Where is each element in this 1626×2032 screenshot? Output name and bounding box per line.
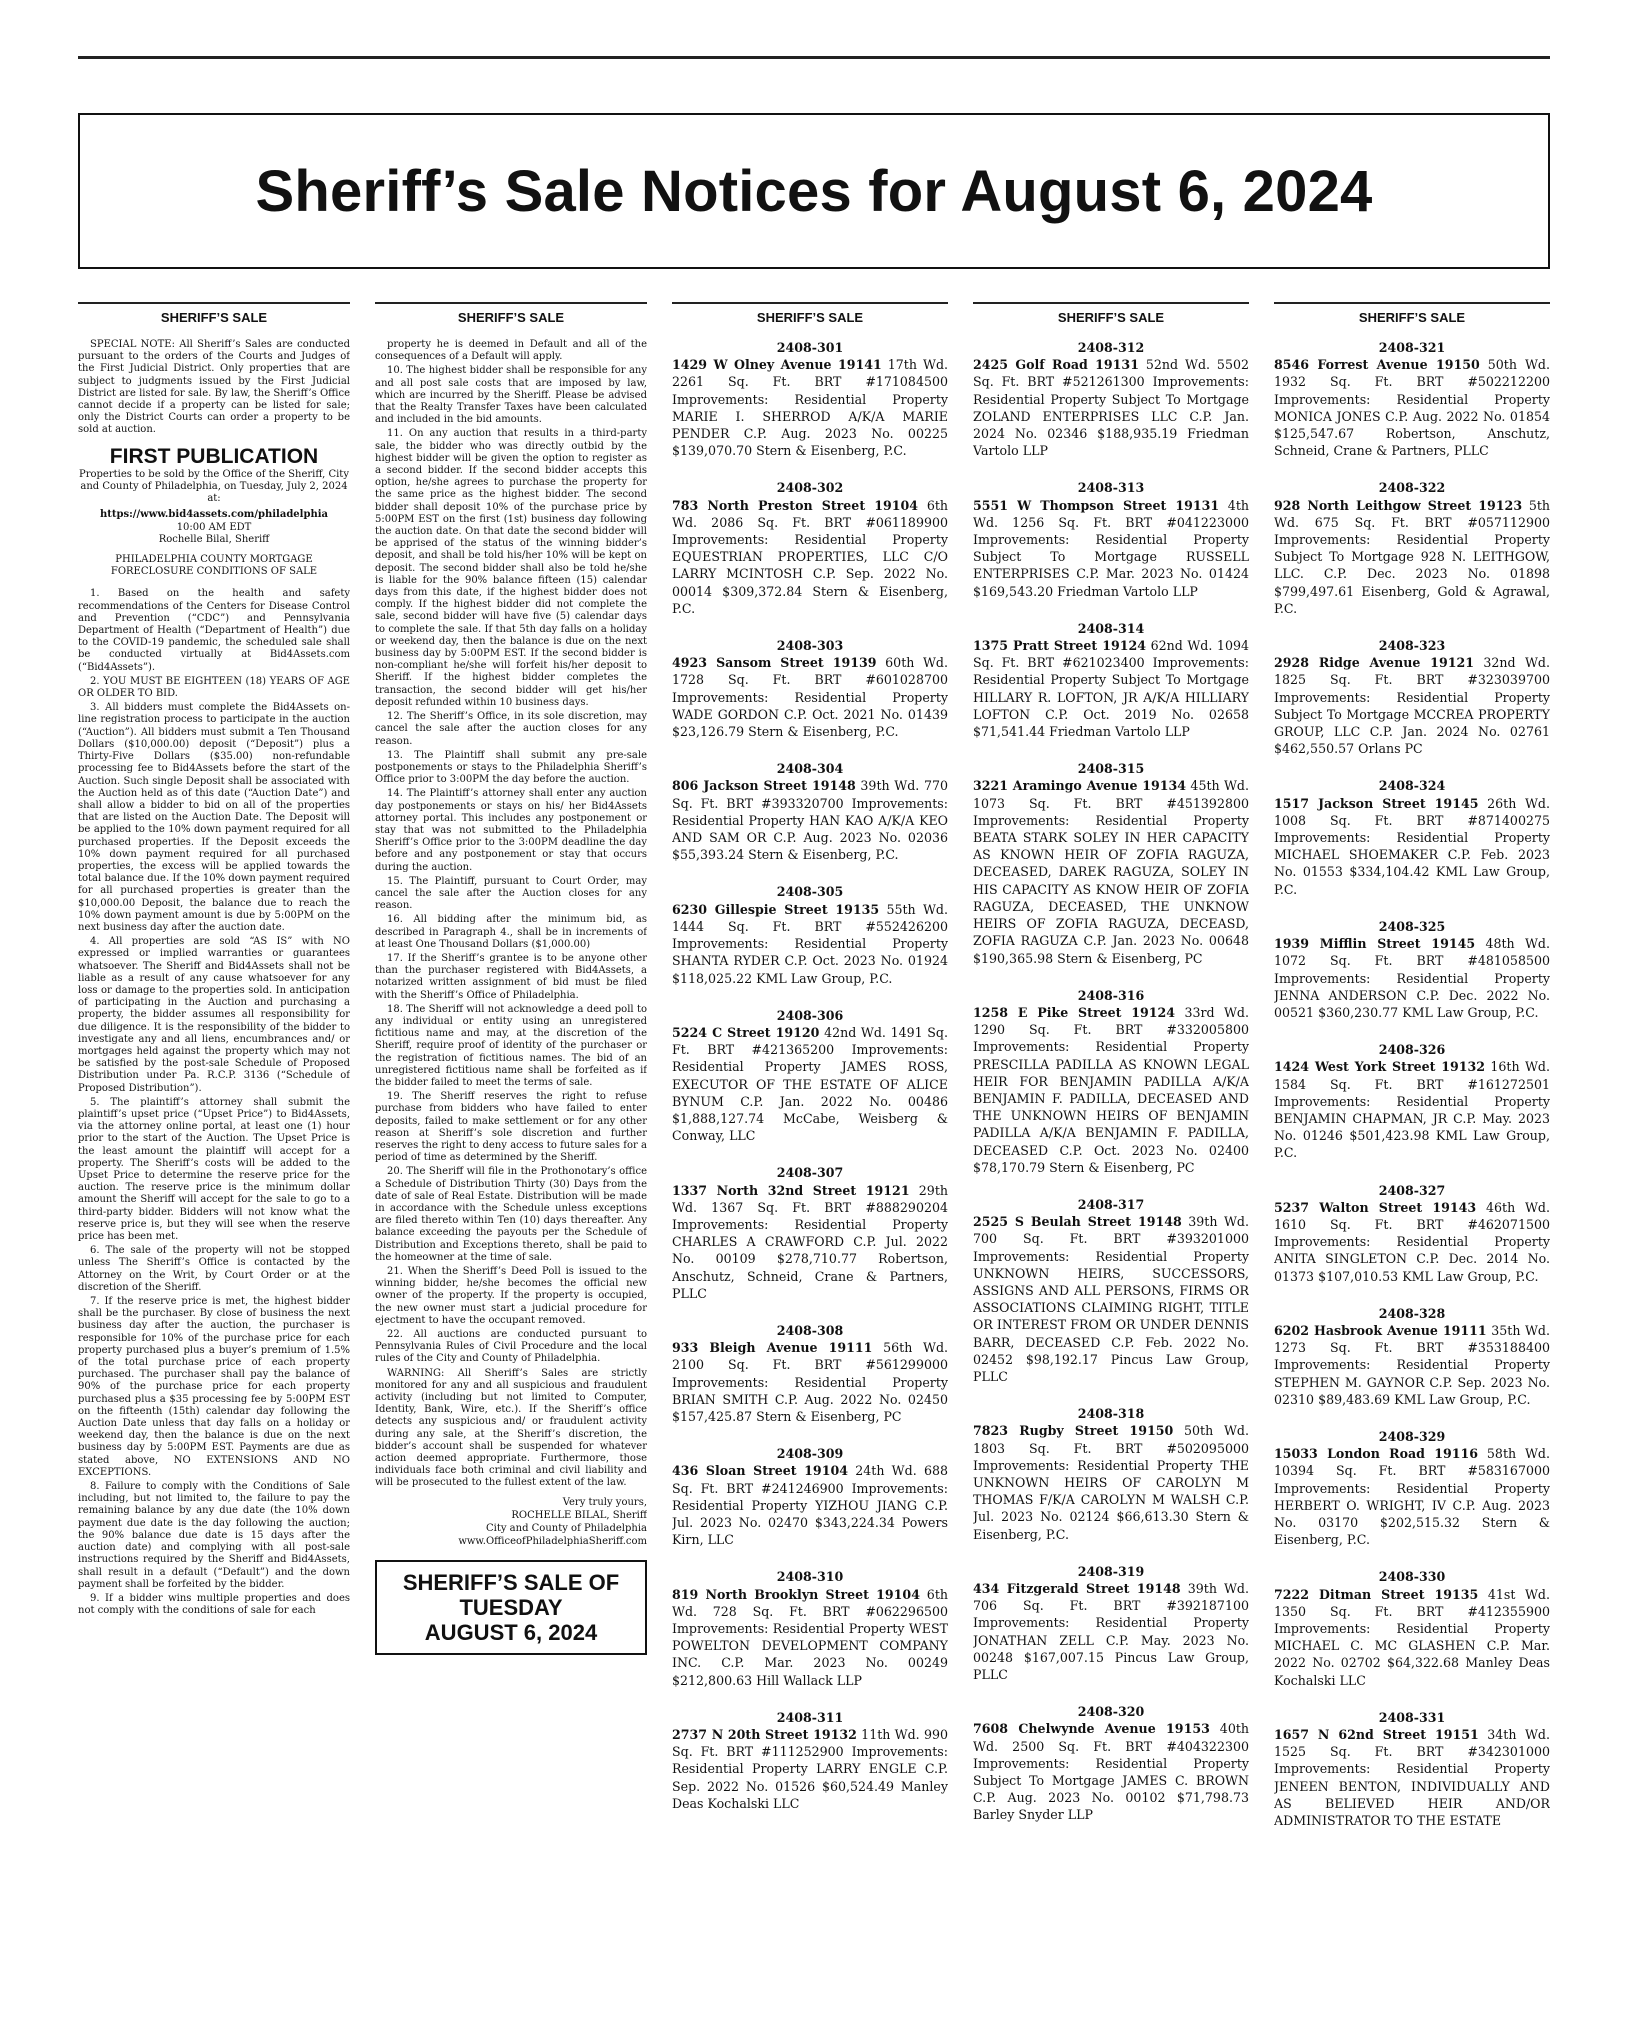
property-address: 7823 Rugby Street 19150 xyxy=(973,1423,1174,1439)
sale-notice xyxy=(672,1322,948,1425)
conditions-title: PHILADELPHIA COUNTY MORTGAGE FORECLOSURE CONDITIONS OF SALE xyxy=(110,554,318,578)
sign-line: www.OfficeofPhiladelphiaSheriff.com xyxy=(458,1535,647,1547)
property-address: 1424 West York Street 19132 xyxy=(1274,1059,1486,1075)
sale-notice xyxy=(1274,1305,1550,1408)
property-address: 783 North Preston Street 19104 xyxy=(672,497,919,513)
notice-number: 2408-303 xyxy=(776,638,844,654)
notice-body xyxy=(973,637,1249,740)
column-1 xyxy=(78,302,350,2014)
notice-body xyxy=(672,654,948,740)
sale-time: 10:00 AM EDT xyxy=(176,521,252,533)
notice-details: 56th Wd. 2100 Sq. Ft. BRT #561299000 Improvements: Residential Property BRIAN SMITH C.P. Aug. 2022 No. 02450 $157,425.87 Stern & Eisenberg, PC xyxy=(672,1340,948,1424)
column-4 xyxy=(973,302,1249,2014)
property-address: 2425 Golf Road 19131 xyxy=(973,357,1139,373)
column-header: SHERIFF’S SALE xyxy=(672,302,948,325)
property-address: 819 North Brooklyn Street 19104 xyxy=(672,1586,920,1602)
notice-number: 2408-308 xyxy=(776,1322,844,1338)
notice-body xyxy=(973,1422,1249,1542)
sale-notice xyxy=(672,1709,948,1812)
notice-number: 2408-321 xyxy=(1378,340,1446,355)
notice-number: 2408-326 xyxy=(1378,1042,1446,1058)
property-address: 1939 Mifflin Street 19145 xyxy=(1274,936,1476,952)
notice-body xyxy=(1274,935,1550,1021)
notice-number: 2408-304 xyxy=(776,761,844,777)
notice-details: 39th Wd. 770 Sq. Ft. BRT #393320700 Improvements: Residential Property HAN KAO A/K/A KEO AND SAM OR C.P. Aug. 2023 No. 02036 $55,393.24 Stern & Eisenberg, P.C. xyxy=(672,778,948,863)
sale-date-line: SHERIFF’S SALE OF xyxy=(402,1569,620,1595)
condition-paragraph: 13. The Plaintiff shall submit any pre-sale postponements or stays to the Philadelphia Sheriff’s Office prior to 3:00PM the day before the auction. xyxy=(375,749,647,786)
sale-notice xyxy=(973,1196,1249,1385)
notice-body xyxy=(973,1720,1249,1823)
condition-paragraph: 10. The highest bidder shall be responsible for any and all post sale costs that are imposed by law, which are incurred by the Sheriff. Please be advised that the Realty Transfer Taxes have been calculated and included in the bid amounts. xyxy=(375,365,647,426)
notice-details: 29th Wd. 1367 Sq. Ft. BRT #888290204 Improvements: Residential Property CHARLES A CRAWFORD C.P. Jul. 2022 No. 00109 $278,710.77 Robertson, Anschutz, Schneid, Crane & Partners, PLLC xyxy=(672,1182,948,1301)
notice-details: 62nd Wd. 1094 Sq. Ft. BRT #621023400 Improvements: Residential Property Subject To Mortgage HILLARY R. LOFTON, JR A/K/A HILLIARY LOFTON C.P. Oct. 2019 No. 02658 $71,541.44 Friedman Vartolo LLP xyxy=(973,638,1249,740)
notice-number: 2408-312 xyxy=(1077,340,1145,355)
condition-paragraph: 6. The sale of the property will not be stopped unless The Sheriff’s Office is contacted by the Attorney on the Writ, by Court Order or at the discretion of the Sheriff. xyxy=(78,1245,350,1293)
sale-notice xyxy=(973,1563,1249,1683)
property-address: 5224 C Street 19120 xyxy=(672,1024,820,1040)
notice-list xyxy=(973,339,1249,1824)
notice-details: 33rd Wd. 1290 Sq. Ft. BRT #332005800 Improvements: Residential Property PRESCILLA PADILLA AS KNOWN LEGAL HEIR FOR BENJAMIN PADILLA A/K/A BENJAMIN F. PADILLA, DECEASED AND THE UNKNOWN HEIRS OF BENJAMIN PADILLA A/K/A BENJAMIN F. PADILLA, DECEASED C.P. Oct. 2023 No. 02400 $78,170.79 Stern & Eisenberg, PC xyxy=(973,1004,1249,1175)
notice-body xyxy=(672,901,948,987)
sale-notice xyxy=(672,760,948,863)
notice-body xyxy=(973,497,1249,600)
condition-paragraph: 11. On any auction that results in a third-party sale, the bidder who was directly outbid by the highest bidder will be given the option to register as a second bidder. If the second bidder accepts this option, he/she agrees to purchase the property for the same price as the highest bidder. The second bidder shall deposit 10% of the purchase price by 5:00PM EST on the first (1st) business day following the auction date. On that date the second bidder will be apprised of the status of the winning bidder’s deposit, and shall be told his/her 10% will be kept on deposit. The second bidder shall also be told he/she is liable for the 90% balance fifteen (15) calendar days from this date, if the highest bidder does not comply. If the highest bidder did not complete the sale, second bidder will have five (5) calendar days to complete the sale. If that 5th day falls on a holiday or weekend day, then the balance is due on the next business day by 5:00PM EST. If the second bidder is non-compliant he/she will forfeit his/her deposit to Sheriff. If the highest bidder completes the transaction, the second bidder will get his/her deposit refunded within 10 business days. xyxy=(375,428,647,708)
notice-details: 4th Wd. 1256 Sq. Ft. BRT #041223000 Improvements: Residential Property Subject To Mortgage RUSSELL ENTERPRISES C.P. Mar. 2023 No. 01424 $169,543.20 Friedman Vartolo LLP xyxy=(973,497,1249,599)
sign-line: ROCHELLE BILAL, Sheriff xyxy=(511,1509,647,1521)
condition-paragraph: 16. All bidding after the minimum bid, as described in Paragraph 4., shall be in increments of at least One Thousand Dollars ($1,000.00) xyxy=(375,914,647,950)
property-address: 928 North Leithgow Street 19123 xyxy=(1274,497,1523,513)
notice-body xyxy=(1274,1586,1550,1689)
property-address: 1258 E Pike Street 19124 xyxy=(973,1004,1176,1020)
property-address: 434 Fitzgerald Street 19148 xyxy=(973,1581,1181,1596)
notice-number: 2408-318 xyxy=(1077,1406,1145,1422)
column-header: SHERIFF’S SALE xyxy=(78,302,350,325)
notice-number: 2408-305 xyxy=(776,884,844,900)
notice-number: 2408-319 xyxy=(1077,1563,1145,1579)
notice-body xyxy=(1274,1322,1550,1408)
condition-paragraph: 9. If a bidder wins multiple properties and does not comply with the conditions of sale for each xyxy=(78,1592,350,1617)
sale-notice xyxy=(973,479,1249,599)
notice-number: 2408-329 xyxy=(1378,1428,1446,1444)
sale-date-line: TUESDAY xyxy=(459,1594,563,1620)
notice-body xyxy=(672,1339,948,1425)
sale-notice xyxy=(1274,339,1550,459)
property-address: 5551 W Thompson Street 19131 xyxy=(973,497,1220,513)
property-address: 3221 Aramingo Avenue 19134 xyxy=(973,778,1187,794)
notice-number: 2408-301 xyxy=(776,340,844,355)
property-address: 2525 S Beulah Street 19148 xyxy=(973,1214,1182,1230)
property-address: 806 Jackson Street 19148 xyxy=(672,778,856,794)
sale-notice xyxy=(1274,777,1550,897)
notice-body xyxy=(973,356,1249,459)
condition-paragraph: 2. YOU MUST BE EIGHTEEN (18) YEARS OF AGE OR OLDER TO BID. xyxy=(78,675,350,700)
page-title: Sheriff’s Sale Notices for August 6, 2024 xyxy=(255,158,1373,224)
notice-number: 2408-322 xyxy=(1378,480,1446,496)
notice-number: 2408-330 xyxy=(1378,1569,1446,1585)
notice-number: 2408-314 xyxy=(1077,620,1145,636)
sale-notice xyxy=(672,1568,948,1688)
sale-notice xyxy=(973,1405,1249,1543)
notice-details: 35th Wd. 1273 Sq. Ft. BRT #353188400 Improvements: Residential Property STEPHEN M. GAYNOR C.P. Sep. 2023 No. 02310 $89,483.69 KML Law Group, P.C. xyxy=(1274,1322,1550,1407)
sale-notice xyxy=(1274,1182,1550,1285)
notice-body xyxy=(1274,497,1550,617)
condition-paragraph: 8. Failure to comply with the Conditions of Sale including, but not limited to, the failure to pay the remaining balance by any due date (the 10% down payment due date is the day following the auction; the 90% balance due date is 15 days after the auction date) and complying with all post-sale instructions required by the Sheriff and Bid4Assets, shall result in a default (“Default”) and the down payment shall be forfeited by the bidder. xyxy=(78,1481,350,1590)
notice-details: 50th Wd. 1932 Sq. Ft. BRT #502212200 Improvements: Residential Property MONICA JONES C.P. Aug. 2022 No. 01854 $125,547.67 Robertson, Anschutz, Schneid, Crane & Partners, PLLC xyxy=(1274,357,1550,459)
notice-details: 40th Wd. 2500 Sq. Ft. BRT #404322300 Improvements: Residential Property Subject To Mortgage JAMES C. BROWN C.P. Aug. 2023 No. 00102 $71,798.73 Barley Snyder LLP xyxy=(973,1721,1249,1823)
notice-body xyxy=(1274,356,1550,459)
condition-paragraph: property he is deemed in Default and all of the consequences of a Default will apply. xyxy=(375,339,647,363)
notice-number: 2408-317 xyxy=(1077,1196,1145,1212)
property-address: 15033 London Road 19116 xyxy=(1274,1446,1479,1462)
notice-number: 2408-302 xyxy=(776,480,844,496)
notice-number: 2408-328 xyxy=(1378,1305,1446,1321)
sign-line: City and County of Philadelphia xyxy=(485,1522,647,1534)
notice-details: 41st Wd. 1350 Sq. Ft. BRT #412355900 Improvements: Residential Property MICHAEL C. MC GLASHEN C.P. Mar. 2022 No. 02702 $64,322.68 Manley Deas Kochalski LLC xyxy=(1274,1586,1550,1688)
property-address: 6230 Gillespie Street 19135 xyxy=(672,901,880,917)
conditions-list xyxy=(78,588,350,1617)
sale-notice xyxy=(1274,1709,1550,1829)
sale-notice xyxy=(672,1007,948,1145)
notice-body xyxy=(672,777,948,863)
property-address: 1375 Pratt Street 19124 xyxy=(973,638,1147,654)
condition-paragraph: 19. The Sheriff reserves the right to refuse purchase from bidders who have failed to enter deposits, failed to make settlement or for any other reason at Sheriff’s sole discretion and further reserves the right to deny access to future sales for a period of time as determined by the Sheriff. xyxy=(375,1091,647,1164)
notice-number: 2408-315 xyxy=(1077,761,1145,777)
sale-notice xyxy=(973,620,1249,740)
notice-body xyxy=(672,1182,948,1302)
notice-details: 26th Wd. 1008 Sq. Ft. BRT #871400275 Improvements: Residential Property MICHAEL SHOEMAKER C.P. Feb. 2023 No. 01553 $334,104.42 KML Law Group, P.C. xyxy=(1274,795,1550,897)
notice-details: 39th Wd. 706 Sq. Ft. BRT #392187100 Improvements: Residential Property JONATHAN ZELL C.P. May. 2023 No. 00248 $167,007.15 Pincus Law Group, PLLC xyxy=(973,1581,1249,1683)
notice-number: 2408-323 xyxy=(1378,638,1446,654)
top-rule xyxy=(78,56,1550,59)
property-address: 1657 N 62nd Street 19151 xyxy=(1274,1727,1479,1743)
sale-notice xyxy=(1274,479,1550,617)
notice-body xyxy=(672,1024,948,1144)
sale-notice xyxy=(1274,1428,1550,1548)
sale-notice xyxy=(973,1703,1249,1823)
notice-details: 6th Wd. 2086 Sq. Ft. BRT #061189900 Improvements: Residential Property EQUESTRIAN PROPERTIES, LLC C/O LARRY MCINTOSH C.P. Sep. 2022 No. 00014 $309,372.84 Stern & Eisenberg, P.C. xyxy=(672,497,948,616)
notice-number: 2408-313 xyxy=(1077,480,1145,496)
notice-body xyxy=(973,1004,1249,1176)
notice-details: 34th Wd. 1525 Sq. Ft. BRT #342301000 Improvements: Residential Property JENEEN BENTON, INDIVIDUALLY AND AS BELIEVED HEIR AND/OR ADMINISTRATOR TO THE ESTATE xyxy=(1274,1727,1550,1829)
sale-notice xyxy=(973,339,1249,459)
condition-paragraph: 21. When the Sheriff’s Deed Poll is issued to the winning bidder, he/she becomes the official new owner of the property. If the property is occupied, the new owner must start a judicial procedure for ejectment to have the occupant removed. xyxy=(375,1266,647,1326)
notice-number: 2408-316 xyxy=(1077,987,1145,1003)
sale-notice xyxy=(1274,918,1550,1021)
notice-number: 2408-324 xyxy=(1378,778,1446,794)
notice-details: 60th Wd. 1728 Sq. Ft. BRT #601028700 Improvements: Residential Property WADE GORDON C.P. Oct. 2021 No. 01439 $23,126.79 Stern & Eisenberg, P.C. xyxy=(672,655,948,740)
condition-paragraph: 4. All properties are sold “AS IS” with NO expressed or implied warranties or guarantees whatsoever. The Sheriff and Bid4Assets shall not be liable as a result of any cause whatsoever for any loss or damage to the properties sold. In anticipation of participating in the Auction and purchasing a property, the bidder assumes all responsibility for due diligence. It is the responsibility of the bidder to investigate any and all liens, encumbrances and/ or mortgages held against the property which may not be satisfied by the post-sale Schedule of Proposed Distribution under Pa. R.C.P. 3136 (“Schedule of Proposed Distribution”). xyxy=(78,936,350,1094)
sale-date-box xyxy=(375,1560,647,1655)
notice-body xyxy=(1274,1445,1550,1548)
notice-number: 2408-327 xyxy=(1378,1182,1446,1198)
condition-paragraph: 14. The Plaintiff’s attorney shall enter any auction day postponements or stays on his/ her Bid4Assets attorney portal. This includes any postponement or stay that was not submitted to the Philadelphia Sheriff’s Office prior to the 3:00PM deadline the day before and any postponement or stay that occurs during the auction. xyxy=(375,788,647,873)
notice-details: 48th Wd. 1072 Sq. Ft. BRT #481058500 Improvements: Residential Property JENNA ANDERSON C.P. Dec. 2022 No. 00521 $360,230.77 KML Law Group, P.C. xyxy=(1274,936,1550,1020)
sign-line: Very truly yours, xyxy=(562,1496,647,1508)
notice-body xyxy=(973,777,1249,966)
sale-notice xyxy=(672,479,948,617)
conditions-text xyxy=(78,339,350,1617)
notice-details: 17th Wd. 2261 Sq. Ft. BRT #171084500 Improvements: Residential Property MARIE I. SHERROD A/K/A MARIE PENDER C.P. Aug. 2023 No. 00225 $139,070.70 Stern & Eisenberg, P.C. xyxy=(672,357,948,459)
notice-number: 2408-331 xyxy=(1378,1709,1446,1725)
condition-paragraph: 1. Based on the health and safety recommendations of the Centers for Disease Control and Prevention (“CDC”) and Pennsylvania Department of Health (“Department of Health”) due to the COVID-19 pandemic, the scheduled sale shall be conducted virtually at Bid4Assets.com (“Bid4Assets”). xyxy=(78,588,350,673)
conditions-list xyxy=(375,339,647,1490)
sale-notice xyxy=(672,637,948,740)
notice-list xyxy=(672,339,948,1812)
property-address: 7222 Ditman Street 19135 xyxy=(1274,1586,1479,1602)
property-address: 2737 N 20th Street 19132 xyxy=(672,1727,857,1743)
notice-body xyxy=(1274,1199,1550,1285)
condition-paragraph: 5. The plaintiff’s attorney shall submit the plaintiff’s upset price (“Upset Price”) to Bid4Assets, via the attorney online portal, at least one (1) hour prior to the start of the Auction. The Upset Price is the least amount the plaintiff will accept for a property. The Sheriff’s costs will be added to the Upset Price to determine the reserve price for the auction. The reserve price is the minimum dollar amount the Sheriff will accept for the sale to go to a third-party bidder. Bidders will not know what the reserve price is, but they will see when the reserve price has been met. xyxy=(78,1096,350,1243)
notice-body xyxy=(672,1586,948,1689)
title-box xyxy=(78,113,1550,269)
notice-details: 55th Wd. 1444 Sq. Ft. BRT #552426200 Improvements: Residential Property SHANTA RYDER C.P. Oct. 2023 No. 01924 $118,025.22 KML Law Group, P.C. xyxy=(672,901,948,986)
notice-body xyxy=(1274,795,1550,898)
notice-details: 32nd Wd. 1825 Sq. Ft. BRT #323039700 Improvements: Residential Property Subject To Mortgage MCCREA PROPERTY GROUP, LLC C.P. Jan. 2024 No. 02761 $462,550.57 Orlans PC xyxy=(1274,655,1550,757)
column-5 xyxy=(1274,302,1550,2014)
notice-details: 16th Wd. 1584 Sq. Ft. BRT #161272501 Improvements: Residential Property BENJAMIN CHAPMAN, JR C.P. May. 2023 No. 01246 $501,423.98 KML Law Group, P.C. xyxy=(1274,1059,1550,1161)
notice-number: 2408-307 xyxy=(776,1165,844,1181)
notice-list xyxy=(1274,339,1550,1829)
sale-notice xyxy=(672,339,948,459)
notice-body xyxy=(973,1580,1249,1683)
condition-paragraph: 7. If the reserve price is met, the highest bidder shall be the purchaser. By close of business the next business day after the auction, the purchaser is responsible for 10% of the purchase price for each property purchased plus a buyer’s premium of 1.5% of the total purchase price of each property purchased. The purchaser shall pay the balance of 90% of the purchase price for each property purchased plus a $35 processing fee by 5:00PM EST on the fifteenth (15th) calendar day following the Auction Date unless that day falls on a holiday or weekend day, then the balance is due on the next business day by 5:00PM EST. Payments are due as stated above, NO EXTENSIONS AND NO EXCEPTIONS. xyxy=(78,1296,350,1478)
notice-body xyxy=(672,356,948,459)
notice-details: 45th Wd. 1073 Sq. Ft. BRT #451392800 Improvements: Residential Property BEATA STARK SOLEY IN HER CAPACITY AS KNOWN HEIR OF ZOFIA RAGUZA, DECEASED, DAREK RAGUZA, SOLEY IN HIS CAPACITY AS KNOW HEIR OF ZOFIA RAGUZA, DECEASED, THE UNKNOW HEIRS OF ZOFIA RAGUZA, DECEASD, ZOFIA RAGUZA C.P. Jan. 2023 No. 00648 $190,365.98 Stern & Eisenberg, PC xyxy=(973,778,1249,966)
property-address: 8546 Forrest Avenue 19150 xyxy=(1274,357,1480,373)
first-publication-heading: FIRST PUBLICATION xyxy=(109,444,319,468)
column-2 xyxy=(375,302,647,2014)
notice-body xyxy=(672,497,948,617)
notice-body xyxy=(1274,1726,1550,1829)
notice-details: 46th Wd. 1610 Sq. Ft. BRT #462071500 Improvements: Residential Property ANITA SINGLETON C.P. Dec. 2014 No. 01373 $107,010.53 KML Law Group, P.C. xyxy=(1274,1199,1550,1284)
special-note: SPECIAL NOTE: All Sheriff’s Sales are conducted pursuant to the orders of the Courts and Judges of the First Judicial District. Only properties that are subject to judgments issued by the First Judicial District are listed for sale. By law, the Sheriff’s Office cannot decide if a property can be listed for sale; only the District Courts can order a property to be sold at auction. xyxy=(78,339,350,436)
notice-body xyxy=(672,1462,948,1548)
notice-details: 6th Wd. 728 Sq. Ft. BRT #062296500 Improvements: Residential Property WEST POWELTON DEVELOPMENT COMPANY INC. C.P. Mar. 2023 No. 00249 $212,800.63 Hill Wallack LLP xyxy=(672,1586,948,1688)
sale-notice xyxy=(973,987,1249,1176)
sheriff-name: Rochelle Bilal, Sheriff xyxy=(158,533,270,545)
notice-number: 2408-310 xyxy=(776,1569,844,1585)
property-address: 933 Bleigh Avenue 19111 xyxy=(672,1340,873,1356)
sale-notice xyxy=(672,1445,948,1548)
notice-details: 50th Wd. 1803 Sq. Ft. BRT #502095000 Improvements: Residential Property THE UNKNOWN HEIRS OF CAROLYN M THOMAS F/K/A CAROLYN M WALSH C.P. Jul. 2023 No. 02124 $66,613.30 Stern & Eisenberg, P.C. xyxy=(973,1423,1249,1542)
condition-paragraph: 15. The Plaintiff, pursuant to Court Order, may cancel the sale after the Auction closes for any reason. xyxy=(375,875,647,912)
notice-details: 24th Wd. 688 Sq. Ft. BRT #241246900 Improvements: Residential Property YIZHOU JIANG C.P. Jul. 2023 No. 02470 $343,224.34 Powers Kirn, LLC xyxy=(672,1463,948,1548)
bid-url: https://www.bid4assets.com/philadelphia xyxy=(99,509,329,521)
column-header: SHERIFF’S SALE xyxy=(1274,302,1550,325)
property-address: 1429 W Olney Avenue 19141 xyxy=(672,357,882,373)
condition-paragraph: WARNING: All Sheriff’s Sales are strictly monitored for any and all suspicious and fraudulent activity (including but not limited to Computer, Identity, Bank, Wire, etc.). If the Sheriff’s office detects any suspicious and/ or fraudulent activity during any sale, at the Sheriff’s discretion, the bidder’s account shall be suspended for whatever action deemed appropriate. Furthermore, those individuals face both criminal and civil liability and will be prosecuted to the fullest extent of the law. xyxy=(375,1367,647,1489)
column-header: SHERIFF’S SALE xyxy=(375,302,647,325)
condition-paragraph: 12. The Sheriff’s Office, in its sole discretion, may cancel the sale after the auction closes for any reason. xyxy=(375,711,647,747)
intro: Properties to be sold by the Office of the Sheriff, City and County of Philadelphia, on Tuesday, July 2, 2024 at: xyxy=(79,468,349,505)
column-3 xyxy=(672,302,948,2014)
notice-details: 52nd Wd. 5502 Sq. Ft. BRT #521261300 Improvements: Residential Property Subject To Mortgage ZOLAND ENTERPRISES LLC C.P. Jan. 2024 No. 02346 $188,935.19 Friedman Vartolo LLP xyxy=(973,357,1249,459)
sale-notice xyxy=(973,760,1249,966)
property-address: 1517 Jackson Street 19145 xyxy=(1274,795,1479,811)
property-address: 1337 North 32nd Street 19121 xyxy=(672,1182,910,1198)
property-address: 5237 Walton Street 19143 xyxy=(1274,1199,1477,1215)
notice-body xyxy=(672,1726,948,1812)
notice-details: 5th Wd. 675 Sq. Ft. BRT #057112900 Improvements: Residential Property Subject To Mortgage 928 N. LEITHGOW, LLC. C.P. Dec. 2023 No. 01898 $799,497.61 Eisenberg, Gold & Agrawal, P.C. xyxy=(1274,497,1550,616)
column-header: SHERIFF’S SALE xyxy=(973,302,1249,325)
sale-notice xyxy=(1274,1568,1550,1688)
sale-date-line: AUGUST 6, 2024 xyxy=(424,1619,598,1645)
condition-paragraph: 17. If the Sheriff’s grantee is to be anyone other than the purchaser registered with Bid4Assets, a notarized written assignment of bid must be filed with the Sheriff’s Office of Philadelphia. xyxy=(375,952,647,1001)
condition-paragraph: 18. The Sheriff will not acknowledge a deed poll to any individual or entity using an unregistered fictitious name and may, at the discretion of the Sheriff, require proof of identity of the purchaser or the registration of fictitious names. The bid of an unregistered fictitious name shall be forfeited as if the bidder failed to meet the terms of sale. xyxy=(375,1003,647,1088)
sale-notice xyxy=(672,1164,948,1302)
notice-details: 42nd Wd. 1491 Sq. Ft. BRT #421365200 Improvements: Residential Property JAMES ROSS, EXECUTOR OF THE ESTATE OF ALICE BYNUM C.P. Jan. 2022 No. 00486 $1,888,127.74 McCabe, Weisberg & Conway, LLC xyxy=(672,1024,948,1144)
property-address: 6202 Hasbrook Avenue 19111 xyxy=(1274,1322,1487,1338)
notice-number: 2408-325 xyxy=(1378,918,1446,934)
property-address: 436 Sloan Street 19104 xyxy=(672,1463,848,1479)
sale-notice xyxy=(1274,1041,1550,1161)
condition-paragraph: 3. All bidders must complete the Bid4Assets on-line registration process to participate in the auction (“Auction”). All bidders must submit a Ten Thousand Dollars ($10,000.00) deposit (“Deposit”) plus a Thirty-Five Dollars ($35.00) non-refundable processing fee to Bid4Assets before the start of the Auction. Such single Deposit shall be associated with the Auction held as of this date (“Auction Date”) and shall allow a bidder to bid on all of the properties that are listed on the Auction Date. The Deposit will be applied to the 10% down payment required for all purchased properties. If the Deposit exceeds the 10% down payment required for all purchased properties, the excess will be applied towards the total balance due. If the 10% down payment required for all purchased properties is greater than the $10,000.00 Deposit, the balance due to reach the 10% down payment amount is due by 5:00PM on the next business day after the auction date. xyxy=(78,702,350,933)
notice-number: 2408-320 xyxy=(1077,1704,1145,1720)
notice-details: 58th Wd. 10394 Sq. Ft. BRT #583167000 Improvements: Residential Property HERBERT O. WRIGHT, IV C.P. Aug. 2023 No. 03170 $202,515.32 Stern & Eisenberg, P.C. xyxy=(1274,1446,1550,1548)
sale-notice xyxy=(1274,637,1550,757)
sale-notice xyxy=(672,883,948,986)
notice-number: 2408-309 xyxy=(776,1446,844,1462)
property-address: 4923 Sansom Street 19139 xyxy=(672,655,877,671)
notice-body xyxy=(1274,654,1550,757)
property-address: 7608 Chelwynde Avenue 19153 xyxy=(973,1721,1210,1737)
notice-number: 2408-311 xyxy=(776,1709,844,1725)
property-address: 2928 Ridge Avenue 19121 xyxy=(1274,655,1474,671)
conditions-text-cont xyxy=(375,339,647,1655)
signature-block xyxy=(375,1496,647,1548)
notice-number: 2408-306 xyxy=(776,1007,844,1023)
condition-paragraph: 22. All auctions are conducted pursuant to Pennsylvania Rules of Civil Procedure and the local rules of the City and County of Philadelphia. xyxy=(375,1329,647,1365)
notice-details: 39th Wd. 700 Sq. Ft. BRT #393201000 Improvements: Residential Property UNKNOWN HEIRS, SUCCESSORS, ASSIGNS AND ALL PERSONS, FIRMS OR ASSOCIATIONS CLAIMING RIGHT, TITLE OR INTEREST FROM OR UNDER DENNIS BARR, DECEASED C.P. Feb. 2022 No. 02452 $98,192.17 Pincus Law Group, PLLC xyxy=(973,1214,1249,1384)
notice-details: 11th Wd. 990 Sq. Ft. BRT #111252900 Improvements: Residential Property LARRY ENGLE C.P. Sep. 2022 No. 01526 $60,524.49 Manley Deas Kochalski LLC xyxy=(672,1727,948,1811)
condition-paragraph: 20. The Sheriff will file in the Prothonotary’s office a Schedule of Distribution Thirty (30) Days from the date of sale of Real Estate. Distribution will be made in accordance with the Schedule unless exceptions are filed thereto within Ten (10) days thereafter. Any balance exceeding the payouts per the Schedule of Distribution and Exceptions thereto, shall be paid to the homeowner at the time of sale. xyxy=(375,1166,647,1263)
notice-body xyxy=(973,1213,1249,1385)
notice-body xyxy=(1274,1058,1550,1161)
